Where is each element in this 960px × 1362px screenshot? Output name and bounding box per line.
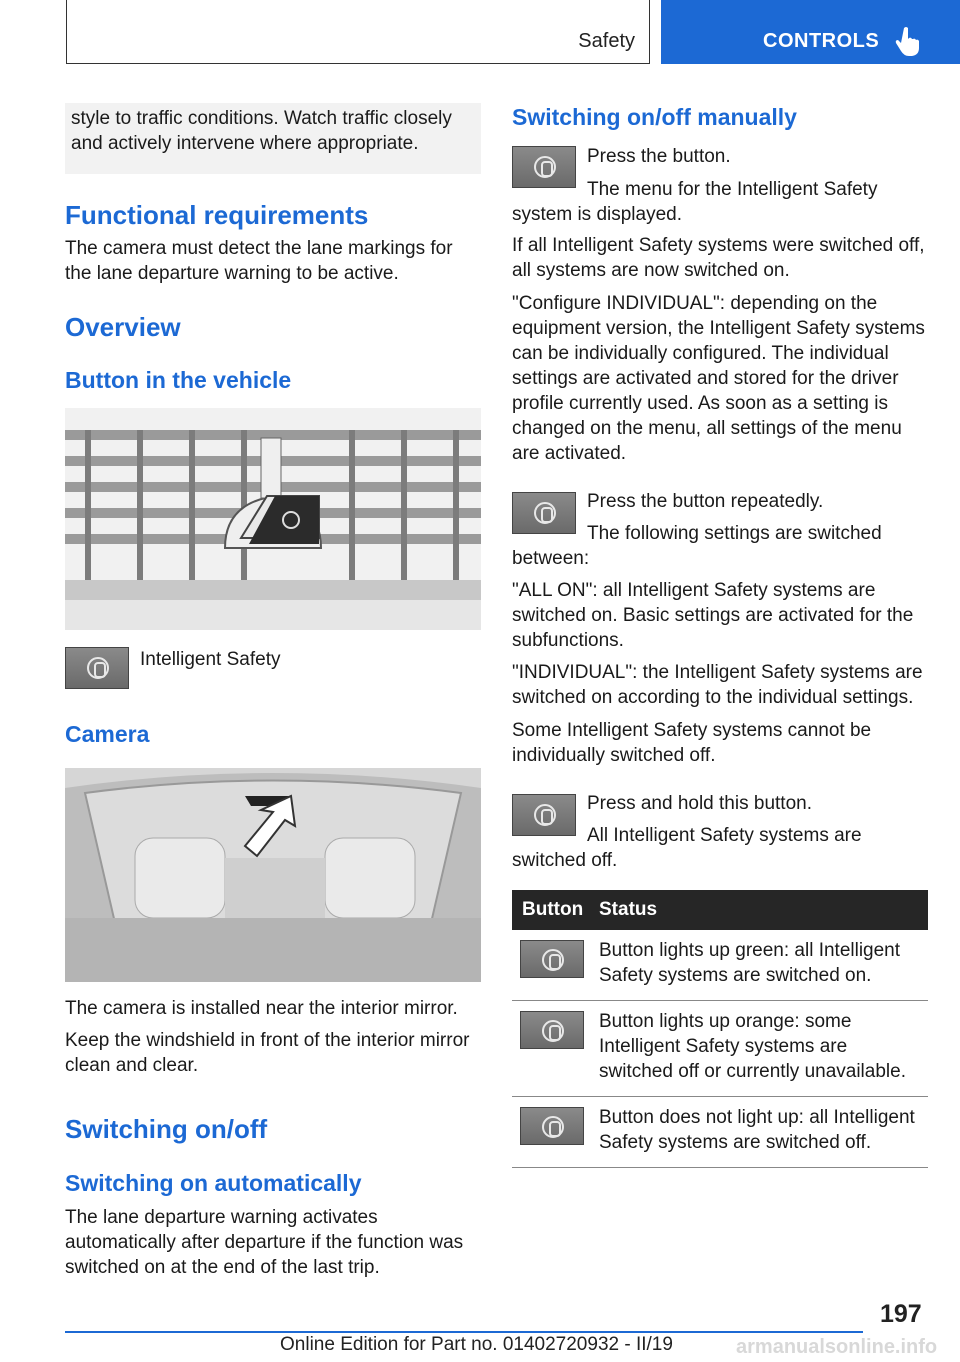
step3-line1: Press and hold this button.: [587, 793, 812, 814]
table-row: [512, 1097, 928, 1168]
footer-divider: [65, 1331, 863, 1333]
configure-individual-text: "Configure INDIVIDUAL": depending on the equipment version, the Intelligent Safety systems can be individually configured. The individual settings are activated and stored for the driver profile currently used. As soon as a setting is changed on the menu, all settings of the menu are activated.: [512, 293, 925, 464]
button-in-vehicle-image: [65, 408, 481, 630]
table-row: [512, 930, 928, 1001]
header-section-title: Safety: [578, 30, 635, 52]
switching-on-off-heading: Switching on/off: [65, 1114, 268, 1144]
camera-clean-text: Keep the windshield in front of the interior mirror clean and clear.: [65, 1030, 470, 1076]
all-switched-on-text: If all Intelligent Safety systems were switched off, all systems are now switched on.: [512, 235, 925, 281]
functional-requirements-heading: Functional requirements: [65, 200, 369, 230]
step1-line1: Press the button.: [587, 146, 731, 167]
button-orange-icon: [520, 1011, 584, 1049]
step3-line2: All Intelligent Safety systems are switched off.: [512, 825, 862, 871]
table-header-button: Button: [512, 890, 599, 930]
button-off-icon: [520, 1107, 584, 1145]
switching-on-automatically-text: The lane departure warning activates automatically after departure if the function was switched on at the end of the last trip.: [65, 1207, 464, 1278]
individual-text: "INDIVIDUAL": the Intelligent Safety systems are switched on according to the individual settings.: [512, 662, 923, 708]
header-section-box: [66, 0, 650, 64]
camera-image: [65, 768, 481, 982]
switching-manually-heading: Switching on/off manually: [512, 104, 797, 130]
header-chapter-box: [661, 0, 960, 64]
header-chapter-title: CONTROLS: [763, 30, 880, 52]
button-green-icon: [520, 940, 584, 978]
table-cell-status: Button lights up orange: some Intelligent Safety systems are switched off or currently unavailable.: [599, 1011, 906, 1082]
table-row: [512, 1001, 928, 1097]
step1-line2: The menu for the Intelligent Safety system is displayed.: [512, 179, 878, 225]
hand-pointer-icon: [895, 26, 921, 56]
all-on-text: "ALL ON": all Intelligent Safety systems are switched on. Basic settings are activated for the subfunctions.: [512, 580, 914, 651]
table-cell-status: Button lights up green: all Intelligent Safety systems are switched on.: [599, 940, 901, 986]
step2-line2: The following settings are switched between:: [512, 523, 882, 569]
edition-text: Online Edition for Part no. 01402720932 - II/19: [280, 1334, 673, 1355]
page-number: 197: [880, 1300, 922, 1328]
table-header-status: Status: [599, 890, 928, 930]
functional-requirements-text: The camera must detect the lane markings for the lane departure warning to be active.: [65, 238, 453, 284]
watermark-text: armanualsonline.info: [736, 1336, 938, 1358]
button-in-vehicle-heading: Button in the vehicle: [65, 367, 292, 393]
warning-note: [65, 103, 481, 174]
intelligent-safety-button-icon: [65, 647, 129, 689]
camera-heading: Camera: [65, 721, 150, 747]
button-status-table: [512, 890, 928, 1168]
camera-location-text: The camera is installed near the interior mirror.: [65, 998, 458, 1019]
table-cell-status: Button does not light up: all Intelligent Safety systems are switched off.: [599, 1107, 915, 1153]
cannot-switch-off-text: Some Intelligent Safety systems cannot be individually switched off.: [512, 720, 872, 766]
table-header-row: [512, 890, 928, 930]
warning-note-text: style to traffic conditions. Watch traffic closely and actively intervene where appropriate.: [71, 108, 452, 154]
intelligent-safety-caption: Intelligent Safety: [140, 649, 281, 670]
switching-on-automatically-heading: Switching on automatically: [65, 1170, 362, 1196]
step2-line1: Press the button repeatedly.: [587, 491, 824, 512]
overview-heading: Overview: [65, 312, 181, 342]
